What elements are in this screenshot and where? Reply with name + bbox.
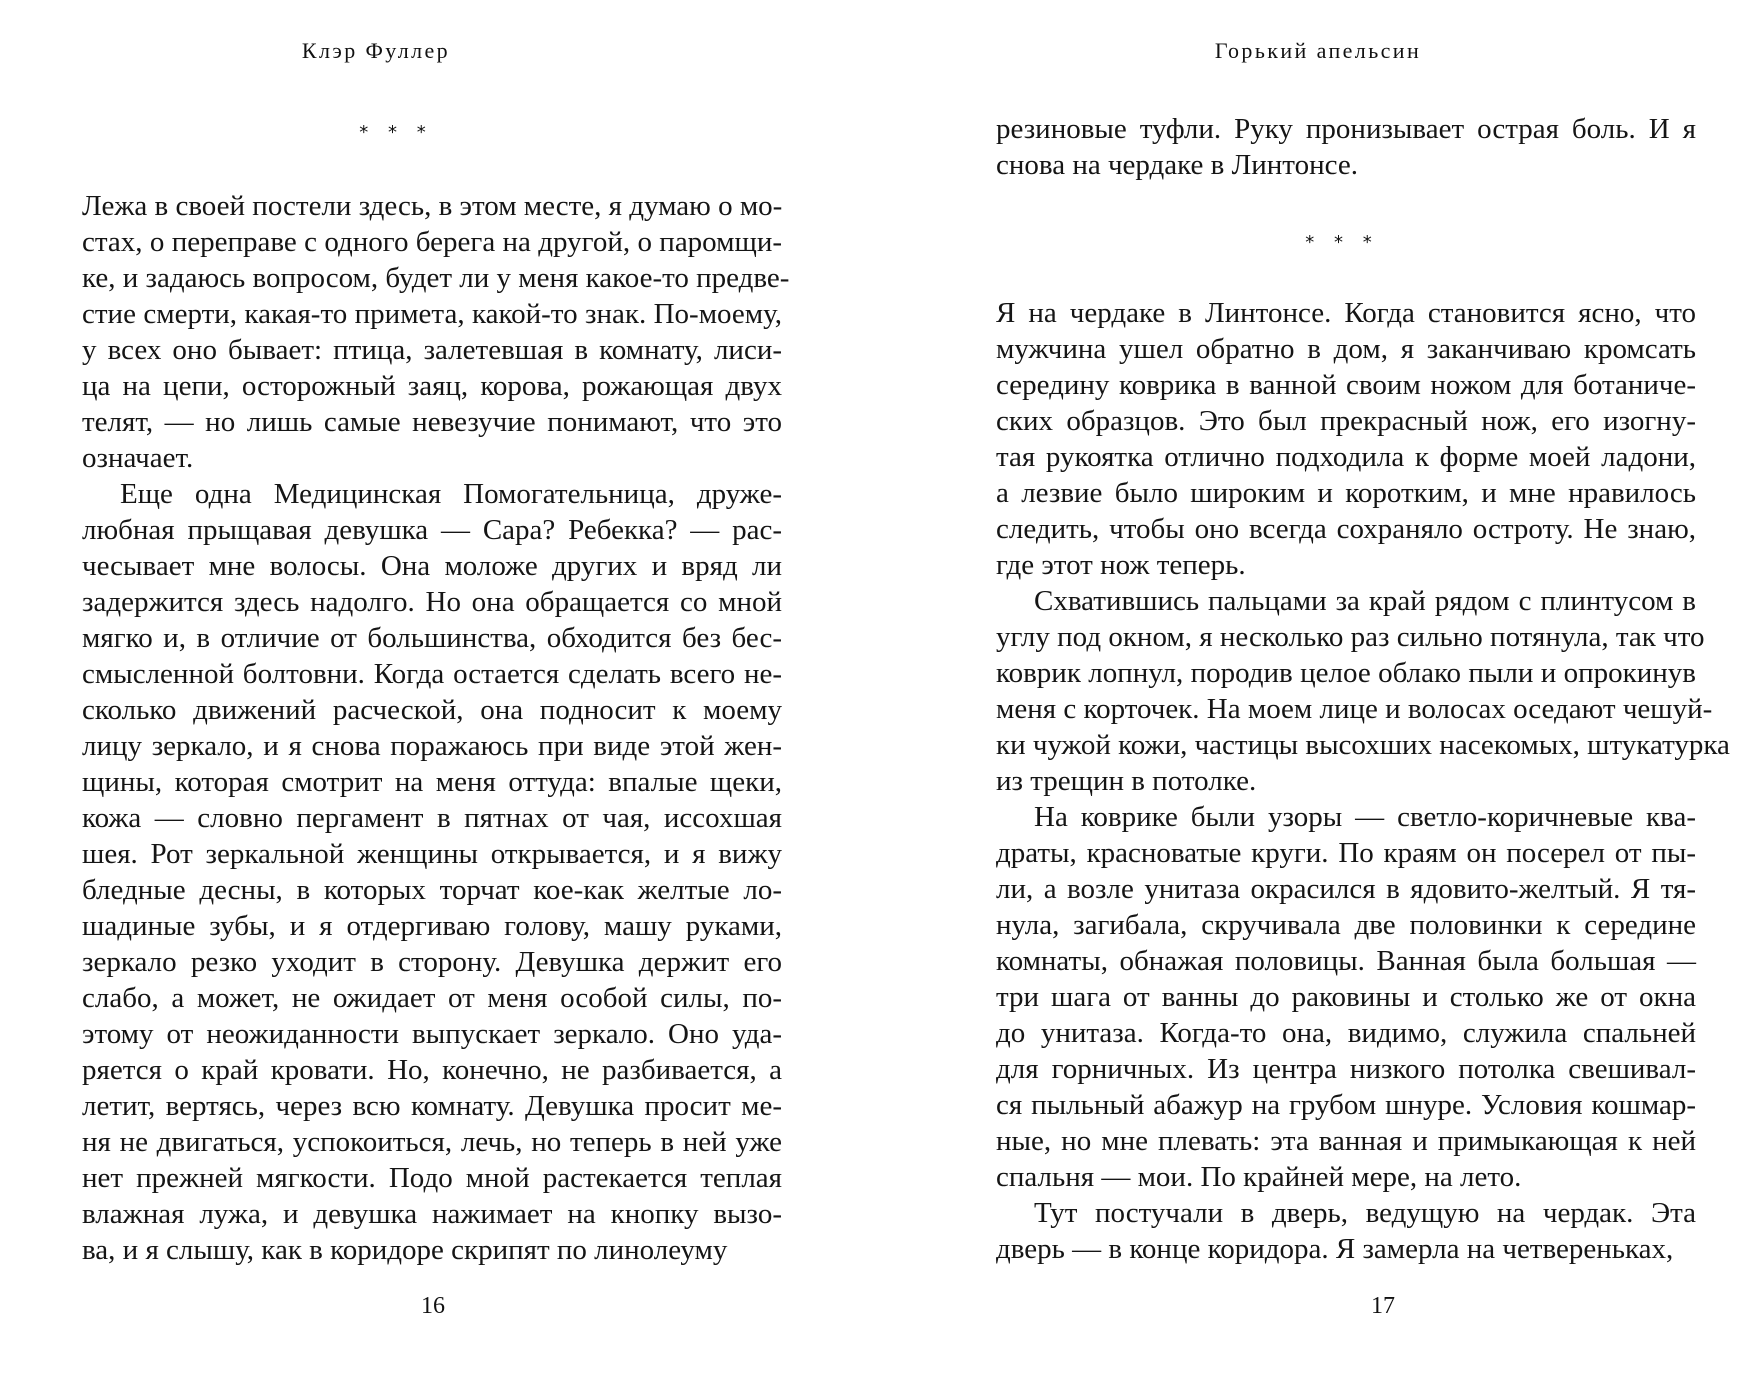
text-line: спальня — мои. По крайней мере, на лето. (996, 1161, 1522, 1193)
text-line: Лежа в своей постели здесь, в этом месте, я думаю о мо- (82, 190, 783, 222)
text-line: бледные десны, в которых торчат кое-как желтые ло- (82, 874, 782, 906)
text-line: ва, и я слышу, как в коридоре скрипят по линолеуму (82, 1234, 728, 1266)
text-line: меня с корточек. На моем лице и волосах оседают чешуй- (996, 693, 1713, 725)
text-line: ке, и задаюсь вопросом, будет ли у меня какое-то предве- (82, 262, 790, 294)
text-line: ня не двигаться, успокоиться, лечь, но теперь в ней уже (82, 1126, 782, 1158)
right-page (882, 0, 1764, 1388)
running-head-author: Клэр Фуллер (301, 38, 451, 63)
text-line: задержится здесь надолго. Но она обращается со мной (82, 586, 782, 618)
text-line: шадиные зубы, и я отдергиваю голову, машу руками, (82, 910, 782, 942)
right-page-body (996, 295, 1730, 1267)
text-line: комнаты, обнажая половицы. Ванная была большая — (996, 945, 1696, 977)
text-line: ли, а возле унитаза окрасился в ядовито-желтый. Я тя- (996, 873, 1696, 905)
text-line: ца на цепи, осторожный заяц, корова, рожающая двух (82, 370, 782, 402)
paragraph (996, 583, 1730, 799)
text-line: Я на чердаке в Линтонсе. Когда становится ясно, что (996, 297, 1696, 329)
text-line: влажная лужа, и девушка нажимает на кнопку вызо- (82, 1198, 782, 1230)
text-line: На коврике были узоры — светло-коричневые ква- (1034, 801, 1696, 833)
paragraph (82, 188, 790, 476)
text-line: сколько движений расческой, она подносит к моему (82, 694, 782, 726)
text-line: до унитаза. Когда-то она, видимо, служила спальней (996, 1017, 1696, 1049)
section-separator: * * * (359, 122, 433, 143)
text-line: означает. (82, 442, 194, 474)
text-line: у всех оно бывает: птица, залетевшая в комнату, лиси- (82, 334, 782, 366)
text-line: зеркало резко уходит в сторону. Девушка держит его (82, 946, 782, 978)
text-line: мягко и, в отличие от большинства, обходится без бес- (82, 622, 782, 654)
text-line: мужчина ушел обратно в дом, я заканчиваю кромсать (996, 333, 1696, 365)
text-line: середину коврика в ванной своим ножом для ботаниче- (996, 369, 1696, 401)
text-line: ные, но мне плевать: эта ванная и примыкающая к ней (996, 1125, 1696, 1157)
text-line: три шага от ванны до раковины и столько же от окна (996, 981, 1696, 1013)
right-page-opening (996, 111, 1696, 183)
page-number: 16 (421, 1293, 445, 1319)
text-line: стие смерти, какая-то примета, какой-то знак. По-моему, (82, 298, 782, 330)
text-line: для горничных. Из центра низкого потолка свешивал- (996, 1053, 1696, 1085)
text-line: нет прежней мягкости. Подо мной растекается теплая (82, 1162, 782, 1194)
text-line: щины, которая смотрит на меня оттуда: впалые щеки, (82, 766, 782, 798)
paragraph (996, 295, 1696, 583)
text-line: снова на чердаке в Линтонсе. (996, 149, 1358, 181)
text-line: ряется о край кровати. Но, конечно, не разбивается, а (82, 1054, 782, 1086)
text-line: Еще одна Медицинская Помогательница, друже- (120, 478, 782, 510)
text-line: коврик лопнул, породив целое облако пыли и опрокинув (996, 657, 1696, 689)
text-line: где этот нож теперь. (996, 549, 1246, 581)
text-line: смысленной болтовни. Когда остается сделать всего не- (82, 658, 782, 690)
text-line: нула, загибала, скручивала две половинки к середине (996, 909, 1696, 941)
text-line: тая рукоятка отлично подходила к форме моей ладони, (996, 441, 1696, 473)
text-line: Схватившись пальцами за край рядом с плинтусом в (1034, 585, 1696, 617)
running-head-title: Горький апельсин (1214, 38, 1422, 63)
text-line: ки чужой кожи, частицы высохших насекомых, штукатурка (996, 729, 1730, 761)
text-line: резиновые туфли. Руку пронизывает острая боль. И я (996, 113, 1696, 145)
text-line: любная прыщавая девушка — Сара? Ребекка? — рас- (82, 514, 782, 546)
text-line: Тут постучали в дверь, ведущую на чердак. Эта (1034, 1197, 1696, 1229)
paragraph (996, 111, 1696, 183)
text-line: шея. Рот зеркальной женщины открывается, и я вижу (82, 838, 782, 870)
text-line: стах, о переправе с одного берега на другой, о паромщи- (82, 226, 782, 258)
text-line: углу под окном, я несколько раз сильно потянула, так что (996, 621, 1705, 653)
text-line: кожа — словно пергамент в пятнах от чая, иссохшая (82, 802, 782, 834)
paragraph (996, 1195, 1696, 1267)
text-line: лицу зеркало, и я снова поражаюсь при виде этой жен- (82, 730, 782, 762)
text-line: ся пыльный абажур на грубом шнуре. Условия кошмар- (996, 1089, 1696, 1121)
paragraph (996, 799, 1696, 1195)
left-page-body (82, 188, 790, 1268)
section-separator: * * * (1305, 232, 1379, 253)
text-line: дверь — в конце коридора. Я замерла на четвереньках, (996, 1233, 1674, 1265)
paragraph (82, 476, 782, 1268)
text-line: чесывает мне волосы. Она моложе других и вряд ли (82, 550, 782, 582)
text-line: а лезвие было широким и коротким, и мне нравилось (996, 477, 1696, 509)
text-line: летит, вертясь, через всю комнату. Девушка просит ме- (82, 1090, 782, 1122)
page-number: 17 (1371, 1293, 1395, 1319)
text-line: следить, чтобы оно всегда сохраняло остроту. Не знаю, (996, 513, 1696, 545)
text-line: слабо, а может, не ожидает от меня особой силы, по- (82, 982, 782, 1014)
text-line: телят, — но лишь самые невезучие понимают, что это (82, 406, 782, 438)
text-line: ских образцов. Это был прекрасный нож, его изогну- (996, 405, 1696, 437)
text-line: драты, красноватые круги. По краям он посерел от пы- (996, 837, 1696, 869)
text-line: из трещин в потолке. (996, 765, 1257, 797)
text-line: этому от неожиданности выпускает зеркало. Оно уда- (82, 1018, 782, 1050)
